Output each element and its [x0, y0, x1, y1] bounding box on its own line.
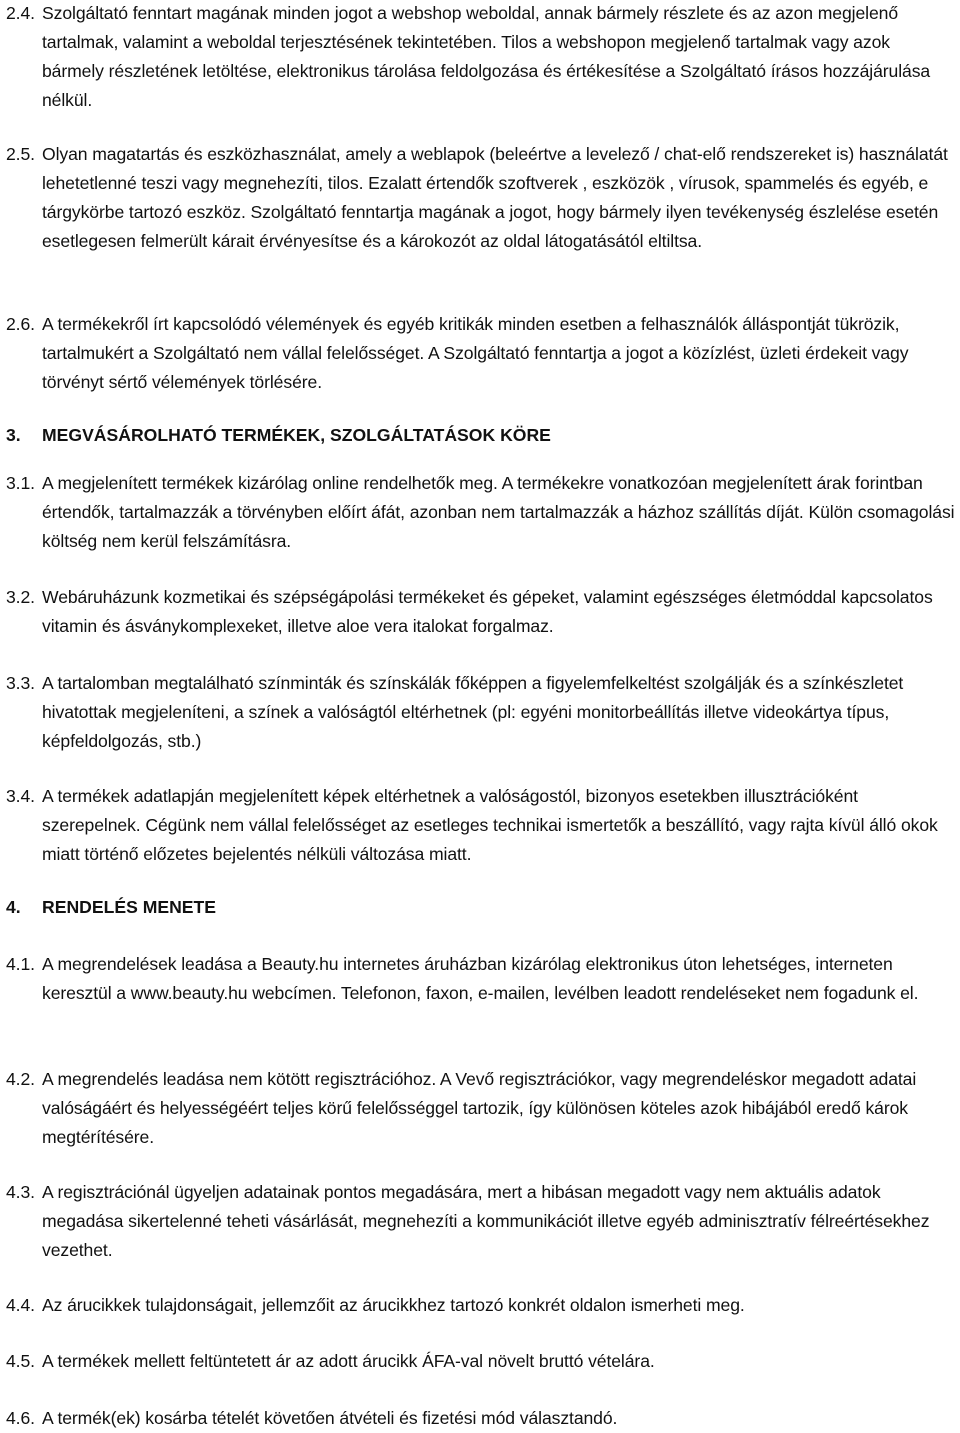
- section-number: 4.5.: [6, 1351, 35, 1371]
- section-number: 4.6.: [6, 1408, 35, 1428]
- heading-section-4: [6, 893, 956, 922]
- section-number: 3.4.: [6, 786, 35, 806]
- heading-title: RENDELÉS MENETE: [42, 897, 217, 917]
- section-number: 2.5.: [6, 144, 35, 164]
- section-4-1: [6, 950, 956, 1008]
- section-number: 3.2.: [6, 587, 35, 607]
- section-number: 2.4.: [6, 3, 35, 23]
- section-number: 4.1.: [6, 954, 35, 974]
- heading-section-3: [6, 421, 956, 450]
- section-4-3: [6, 1178, 956, 1265]
- section-text: A megrendelés leadása nem kötött regisztrációhoz. A Vevő regisztrációkor, vagy megrendeléskor megadott adatai valóságáért és helyességéért teljes körű felelősséggel tartozik, így különösen köteles azok hibájából eredő károk megtérítésére.: [42, 1069, 917, 1147]
- section-4-2: [6, 1065, 956, 1152]
- section-number: 3.1.: [6, 473, 35, 493]
- section-2-5: [6, 140, 956, 256]
- section-text: A megrendelések leadása a Beauty.hu internetes áruházban kizárólag elektronikus úton lehetséges, interneten keresztül a www.beauty.hu webcímen. Telefonon, faxon, e-mailen, levélben leadott rendeléseket nem fogadunk el.: [42, 954, 919, 1003]
- section-3-4: [6, 782, 956, 869]
- section-2-4: [6, 0, 956, 115]
- section-text: Az árucikkek tulajdonságait, jellemzőit az árucikkhez tartozó konkrét oldalon ismerheti meg.: [42, 1295, 745, 1315]
- section-number: 4.3.: [6, 1182, 35, 1202]
- section-3-3: [6, 669, 956, 756]
- section-text: A termék(ek) kosárba tételét követően átvételi és fizetési mód választandó.: [42, 1408, 618, 1428]
- section-text: A termékekről írt kapcsolódó vélemények és egyéb kritikák minden esetben a felhasználók álláspontját tükrözik, tartalmukért a Szolgáltató nem vállal felelősséget. A Szolgáltató fenntartja a jogot a közízlést, üzleti érdekeit vagy törvényt sértő vélemények törlésére.: [42, 314, 909, 392]
- section-3-1: [6, 469, 956, 556]
- section-4-4: [6, 1291, 956, 1320]
- section-2-6: [6, 310, 956, 397]
- heading-number: 3.: [6, 425, 21, 445]
- section-4-6: [6, 1404, 956, 1433]
- section-text: Olyan magatartás és eszközhasználat, amely a weblapok (beleértve a levelező / chat-elő rendszereket is) használatát lehetetlenné teszi vagy megnehezíti, tilos. Ezalatt értendők szoftverek , eszközök , vírusok, spammelés és egyéb, e tárgykörbe tartozó eszköz. Szolgáltató fenntartja magának a jogot, hogy bármely ilyen tevékenység észlelése esetén esetlegesen felmerült kárait érvényesítse és a károkozót az oldal látogatásától eltiltsa.: [42, 144, 948, 251]
- section-3-2: [6, 583, 956, 641]
- section-4-5: [6, 1347, 956, 1376]
- section-text: A megjelenített termékek kizárólag online rendelhetők meg. A termékekre vonatkozóan megjelenített árak forintban értendők, tartalmazzák a törvényben előírt áfát, azonban nem tartalmazzák a házhoz szállítás díját. Külön csomagolási költség nem kerül felszámításra.: [42, 473, 955, 551]
- heading-title: MEGVÁSÁROLHATÓ TERMÉKEK, SZOLGÁLTATÁSOK KÖRE: [42, 425, 551, 445]
- section-text: A regisztrációnál ügyeljen adatainak pontos megadására, mert a hibásan megadott vagy nem aktuális adatok megadása sikertelenné teheti vásárlását, megnehezíti a kommunikációt illetve egyéb adminisztratív félreértésekhez vezethet.: [42, 1182, 930, 1260]
- heading-number: 4.: [6, 897, 21, 917]
- section-number: 4.2.: [6, 1069, 35, 1089]
- section-number: 2.6.: [6, 314, 35, 334]
- section-text: Szolgáltató fenntart magának minden jogot a webshop weboldal, annak bármely részlete és az azon megjelenő tartalmak, valamint a weboldal terjesztésének tekintetében. Tilos a webshopon megjelenő tartalmak vagy azok bármely részletének letöltése, elektronikus tárolása feldolgozása és értékesítése a Szolgáltató írásos hozzájárulása nélkül.: [42, 3, 931, 110]
- section-text: A termékek adatlapján megjelenített képek eltérhetnek a valóságostól, bizonyos esetekben illusztrációként szerepelnek. Cégünk nem vállal felelősséget az esetleges technikai ismertetők a beszállító, vagy rajta kívül álló okok miatt történő előzetes bejelentés nélküli változása miatt.: [42, 786, 938, 864]
- section-text: A termékek mellett feltüntetett ár az adott árucikk ÁFA-val növelt bruttó vételára.: [42, 1351, 655, 1371]
- section-number: 4.4.: [6, 1295, 35, 1315]
- section-number: 3.3.: [6, 673, 35, 693]
- section-text: A tartalomban megtalálható színminták és színskálák főképpen a figyelemfelkeltést szolgálják és a színkészletet hivatottak megjeleníteni, a színek a valóságtól eltérhetnek (pl: egyéni monitorbeállítás illetve videokártya típus, képfeldolgozás, stb.): [42, 673, 904, 751]
- section-text: Webáruházunk kozmetikai és szépségápolási termékeket és gépeket, valamint egészséges életmóddal kapcsolatos vitamin és ásványkomplexeket, illetve aloe vera italokat forgalmaz.: [42, 587, 933, 636]
